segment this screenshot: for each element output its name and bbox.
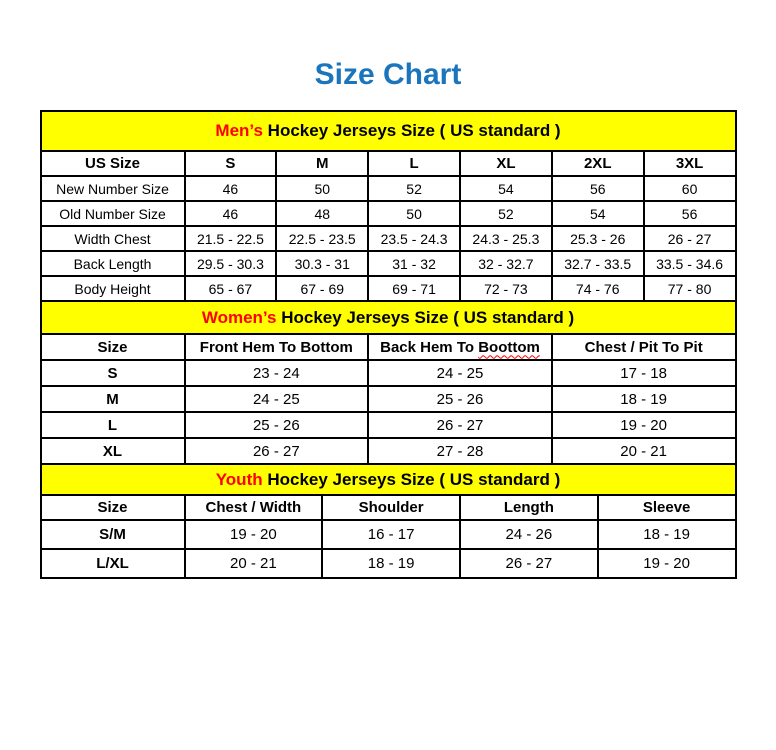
back-hem-prefix: Back Hem To xyxy=(380,338,479,356)
mens-size-table xyxy=(40,150,737,302)
value-cell: 26 - 27 xyxy=(460,549,598,578)
value-cell: 48 xyxy=(276,201,368,226)
header-cell-back-hem xyxy=(368,334,552,360)
womens-band-rest: Hockey Jerseys Size ( US standard ) xyxy=(276,307,575,327)
mens-band-rest: Hockey Jerseys Size ( US standard ) xyxy=(262,121,561,140)
value-cell: 30.3 - 31 xyxy=(276,251,368,276)
value-cell: 19 - 20 xyxy=(552,412,736,438)
value-cell: 77 - 80 xyxy=(644,276,736,301)
value-cell: 32 - 32.7 xyxy=(460,251,552,276)
value-cell: 52 xyxy=(368,176,460,201)
mens-band-text xyxy=(215,121,560,141)
row-label: XL xyxy=(41,438,185,464)
value-cell: 22.5 - 23.5 xyxy=(276,226,368,251)
table-row xyxy=(41,226,736,251)
value-cell: 17 - 18 xyxy=(552,360,736,386)
value-cell: 19 - 20 xyxy=(598,549,736,578)
value-cell: 26 - 27 xyxy=(185,438,369,464)
value-cell: 20 - 21 xyxy=(185,549,323,578)
value-cell: 56 xyxy=(552,176,644,201)
value-cell: 69 - 71 xyxy=(368,276,460,301)
value-cell: 18 - 19 xyxy=(598,520,736,549)
youth-size-table xyxy=(40,494,737,579)
row-label: Width Chest xyxy=(41,226,185,251)
value-cell: 31 - 32 xyxy=(368,251,460,276)
value-cell: 50 xyxy=(368,201,460,226)
table-header-row xyxy=(41,151,736,176)
header-cell: XL xyxy=(460,151,552,176)
table-row xyxy=(41,412,736,438)
value-cell: 50 xyxy=(276,176,368,201)
header-cell: S xyxy=(185,151,277,176)
value-cell: 54 xyxy=(552,201,644,226)
value-cell: 16 - 17 xyxy=(322,520,460,549)
row-label: Old Number Size xyxy=(41,201,185,226)
table-row xyxy=(41,520,736,549)
table-row xyxy=(41,360,736,386)
row-label: New Number Size xyxy=(41,176,185,201)
value-cell: 24 - 26 xyxy=(460,520,598,549)
table-header-row xyxy=(41,334,736,360)
value-cell: 25 - 26 xyxy=(368,386,552,412)
value-cell: 46 xyxy=(185,201,277,226)
header-cell: Shoulder xyxy=(322,495,460,520)
value-cell: 65 - 67 xyxy=(185,276,277,301)
table-row xyxy=(41,201,736,226)
row-label: Back Length xyxy=(41,251,185,276)
row-label: M xyxy=(41,386,185,412)
header-cell: Front Hem To Bottom xyxy=(185,334,369,360)
row-label: Body Height xyxy=(41,276,185,301)
womens-band-red-word: Women’s xyxy=(201,307,277,327)
value-cell: 23 - 24 xyxy=(185,360,369,386)
table-row xyxy=(41,176,736,201)
header-cell: L xyxy=(368,151,460,176)
youth-section-band xyxy=(40,463,737,496)
value-cell: 18 - 19 xyxy=(322,549,460,578)
value-cell: 46 xyxy=(185,176,277,201)
value-cell: 33.5 - 34.6 xyxy=(644,251,736,276)
row-label: S/M xyxy=(41,520,185,549)
value-cell: 74 - 76 xyxy=(552,276,644,301)
womens-band-text xyxy=(202,308,574,328)
size-chart xyxy=(40,110,737,579)
value-cell: 29.5 - 30.3 xyxy=(185,251,277,276)
womens-section-band xyxy=(40,300,737,335)
value-cell: 18 - 19 xyxy=(552,386,736,412)
header-cell: US Size xyxy=(41,151,185,176)
value-cell: 24 - 25 xyxy=(185,386,369,412)
youth-band-rest: Hockey Jerseys Size ( US standard ) xyxy=(262,469,561,489)
header-cell: Size xyxy=(41,334,185,360)
header-cell: 3XL xyxy=(644,151,736,176)
value-cell: 25.3 - 26 xyxy=(552,226,644,251)
youth-band-red-word: Youth xyxy=(215,469,263,489)
row-label: L xyxy=(41,412,185,438)
value-cell: 32.7 - 33.5 xyxy=(552,251,644,276)
value-cell: 72 - 73 xyxy=(460,276,552,301)
value-cell: 54 xyxy=(460,176,552,201)
misspelled-word: Boottom xyxy=(478,338,540,356)
table-header-row xyxy=(41,495,736,520)
header-cell: Length xyxy=(460,495,598,520)
header-cell: 2XL xyxy=(552,151,644,176)
header-cell: Size xyxy=(41,495,185,520)
youth-band-text xyxy=(216,470,561,490)
value-cell: 26 - 27 xyxy=(644,226,736,251)
header-cell: Chest / Width xyxy=(185,495,323,520)
table-row xyxy=(41,386,736,412)
womens-size-table xyxy=(40,333,737,465)
value-cell: 20 - 21 xyxy=(552,438,736,464)
value-cell: 23.5 - 24.3 xyxy=(368,226,460,251)
mens-section-band xyxy=(40,110,737,152)
page-title: Size Chart xyxy=(314,58,462,91)
table-row xyxy=(41,251,736,276)
header-cell: Chest / Pit To Pit xyxy=(552,334,736,360)
header-cell: Sleeve xyxy=(598,495,736,520)
value-cell: 52 xyxy=(460,201,552,226)
value-cell: 21.5 - 22.5 xyxy=(185,226,277,251)
value-cell: 56 xyxy=(644,201,736,226)
value-cell: 25 - 26 xyxy=(185,412,369,438)
row-label: S xyxy=(41,360,185,386)
table-row xyxy=(41,438,736,464)
mens-band-red-word: Men’s xyxy=(215,121,263,140)
row-label: L/XL xyxy=(41,549,185,578)
value-cell: 60 xyxy=(644,176,736,201)
table-row xyxy=(41,276,736,301)
value-cell: 24.3 - 25.3 xyxy=(460,226,552,251)
value-cell: 19 - 20 xyxy=(185,520,323,549)
table-row xyxy=(41,549,736,578)
value-cell: 27 - 28 xyxy=(368,438,552,464)
value-cell: 67 - 69 xyxy=(276,276,368,301)
value-cell: 24 - 25 xyxy=(368,360,552,386)
value-cell: 26 - 27 xyxy=(368,412,552,438)
header-cell: M xyxy=(276,151,368,176)
